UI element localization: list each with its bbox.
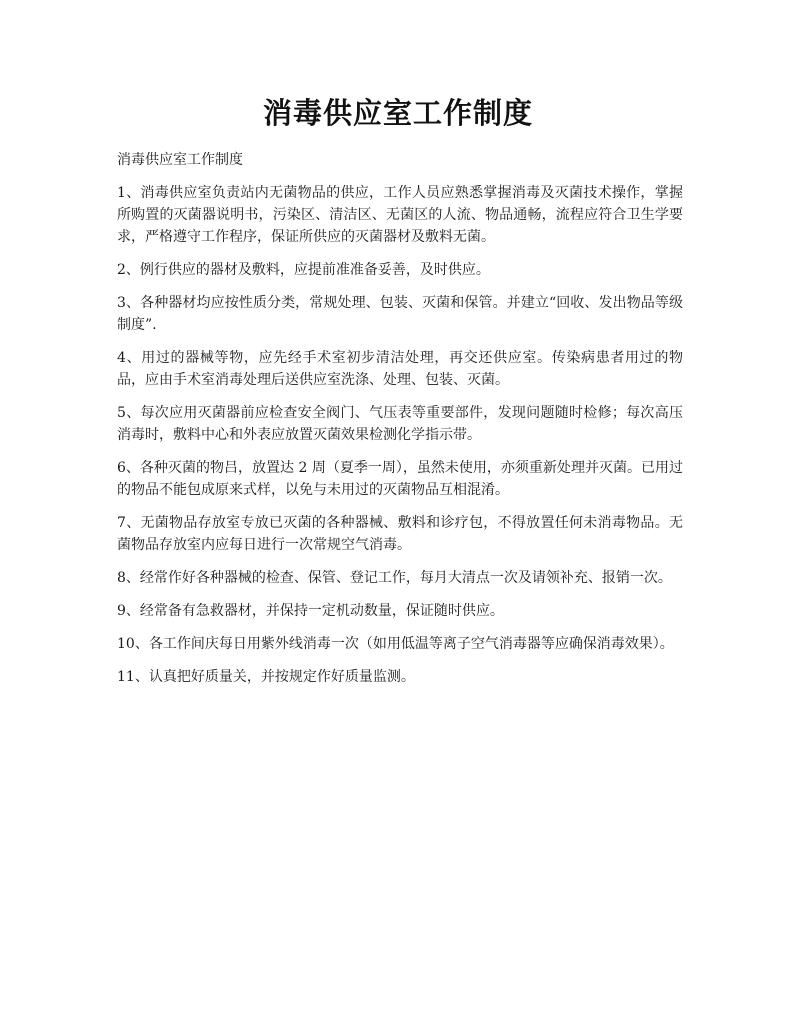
paragraph-4: 4、用过的器械等物，应先经手术室初步清洁处理，再交还供应室。传染病患者用过的物品，应由手术室消毒处理后送供应室洗涤、处理、包装、灭菌。 — [117, 350, 683, 388]
paragraph-2: 2、例行供应的器材及敷料，应提前准准备妥善，及时供应。 — [117, 262, 490, 278]
paragraph-9: 9、经常备有急救器材，并保持一定机动数量，保证随时供应。 — [117, 603, 504, 619]
document-subtitle: 消毒供应室工作制度 — [117, 152, 243, 168]
paragraph-3: 3、各种器材均应按性质分类，常规处理、包装、灭菌和保管。并建立“回收、发出物品等级制度”. — [117, 295, 683, 333]
document-title: 消毒供应室工作制度 — [262, 96, 533, 130]
paragraph-8: 8、经常作好各种器械的检查、保管、登记工作，每月大清点一次及请领补充、报销一次。 — [117, 570, 672, 586]
document-body — [117, 149, 683, 699]
paragraph-5: 5、每次应用灭菌器前应检查安全阀门、气压表等重要部件，发现问题随时检修；每次高压消毒时，敷料中心和外表应放置灭菌效果检测化学指示带。 — [117, 405, 683, 443]
paragraph-6: 6、各种灭菌的物吕，放置达 2 周（夏季一周），虽然未使用，亦须重新处理并灭菌。已用过的物品不能包成原来式样，以免与未用过的灭菌物品互相混淆。 — [117, 460, 683, 498]
paragraph-10: 10、各工作间庆每日用紫外线消毒一次（如用低温等离子空气消毒器等应确保消毒效果）。 — [117, 636, 674, 652]
paragraph-11: 11、认真把好质量关，并按规定作好质量监测。 — [117, 669, 415, 685]
paragraph-7: 7、无菌物品存放室专放已灭菌的各种器械、敷料和诊疗包，不得放置任何未消毒物品。无菌物品存放室内应每日进行一次常规空气消毒。 — [117, 515, 683, 553]
paragraph-1: 1、消毒供应室负责站内无菌物品的供应，工作人员应熟悉掌握消毒及灭菌技术操作，掌握所购置的灭菌器说明书，污染区、清洁区、无菌区的人流、物品通畅，流程应符合卫生学要求，严格遵守工作程序，保证所供应的灭菌器材及敷料无菌。 — [117, 185, 683, 245]
